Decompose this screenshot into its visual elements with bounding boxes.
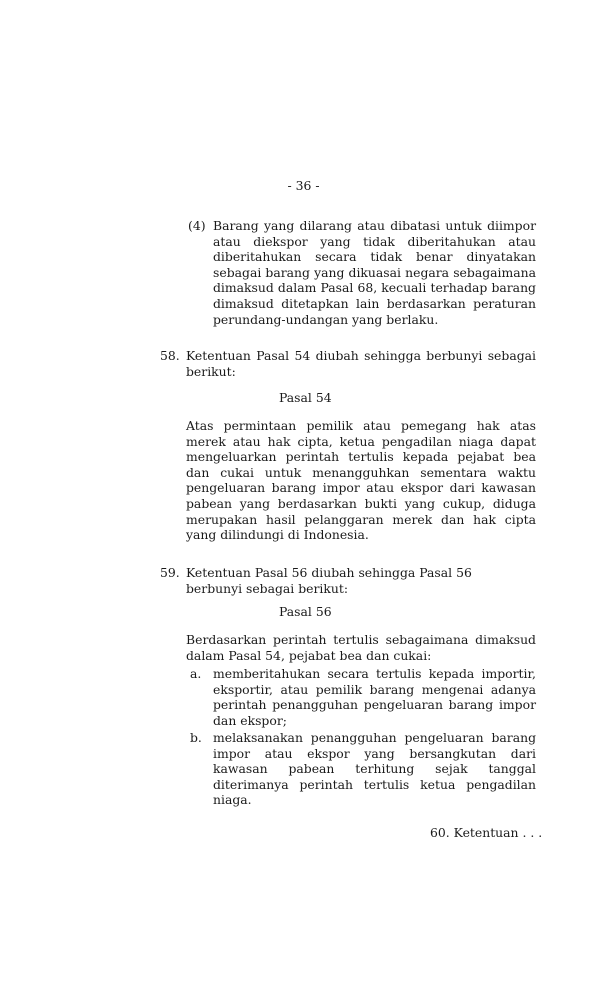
paragraph-4-number: (4) — [188, 218, 206, 233]
page-number: - 36 - — [287, 178, 320, 193]
item-59-number: 59. — [160, 565, 180, 580]
item-59-body: Berdasarkan perintah tertulis sebagaimana dimaksud dalam Pasal 54, pejabat bea dan cukai: — [186, 632, 536, 663]
item-58-heading: Pasal 54 — [279, 390, 332, 405]
point-b-text: melaksanakan penangguhan pengeluaran barang impor atau ekspor yang bersangkutan dari kawasan pabean terhitung sejak tanggal diterimanya perintah tertulis ketua pengadilan niaga. — [213, 730, 536, 808]
item-58-number: 58. — [160, 348, 180, 363]
item-58-intro: Ketentuan Pasal 54 diubah sehingga berbunyi sebagai berikut: — [186, 348, 536, 379]
item-58-body: Atas permintaan pemilik atau pemegang hak atas merek atau hak cipta, ketua pengadilan niaga dapat mengeluarkan perintah tertulis kepada pejabat bea dan cukai untuk menangguhkan sementara waktu pengeluaran barang impor atau ekspor dari kawasan pabean yang berdasarkan bukti yang cukup, diduga merupakan hasil pelanggaran merek dan hak cipta yang dilindungi di Indonesia. — [186, 418, 536, 543]
point-b-label: b. — [190, 730, 202, 745]
point-a-label: a. — [190, 666, 202, 681]
paragraph-4-text: Barang yang dilarang atau dibatasi untuk diimpor atau diekspor yang tidak diberitahukan atau diberitahukan secara tidak benar dinyatakan sebagai barang yang dikuasai negara sebagaimana dimaksud dalam Pasal 68, kecuali terhadap barang dimaksud ditetapkan lain berdasarkan peraturan perundang-undangan yang berlaku. — [213, 218, 536, 327]
item-59-intro: Ketentuan Pasal 56 diubah sehingga Pasal 56 berbunyi sebagai berikut: — [186, 565, 472, 596]
item-59-heading: Pasal 56 — [279, 604, 332, 619]
point-a-text: memberitahukan secara tertulis kepada importir, eksportir, atau pemilik barang mengenai adanya perintah penangguhan pengeluaran barang impor dan ekspor; — [213, 666, 536, 728]
footer-catchword: 60. Ketentuan . . . — [430, 825, 543, 840]
